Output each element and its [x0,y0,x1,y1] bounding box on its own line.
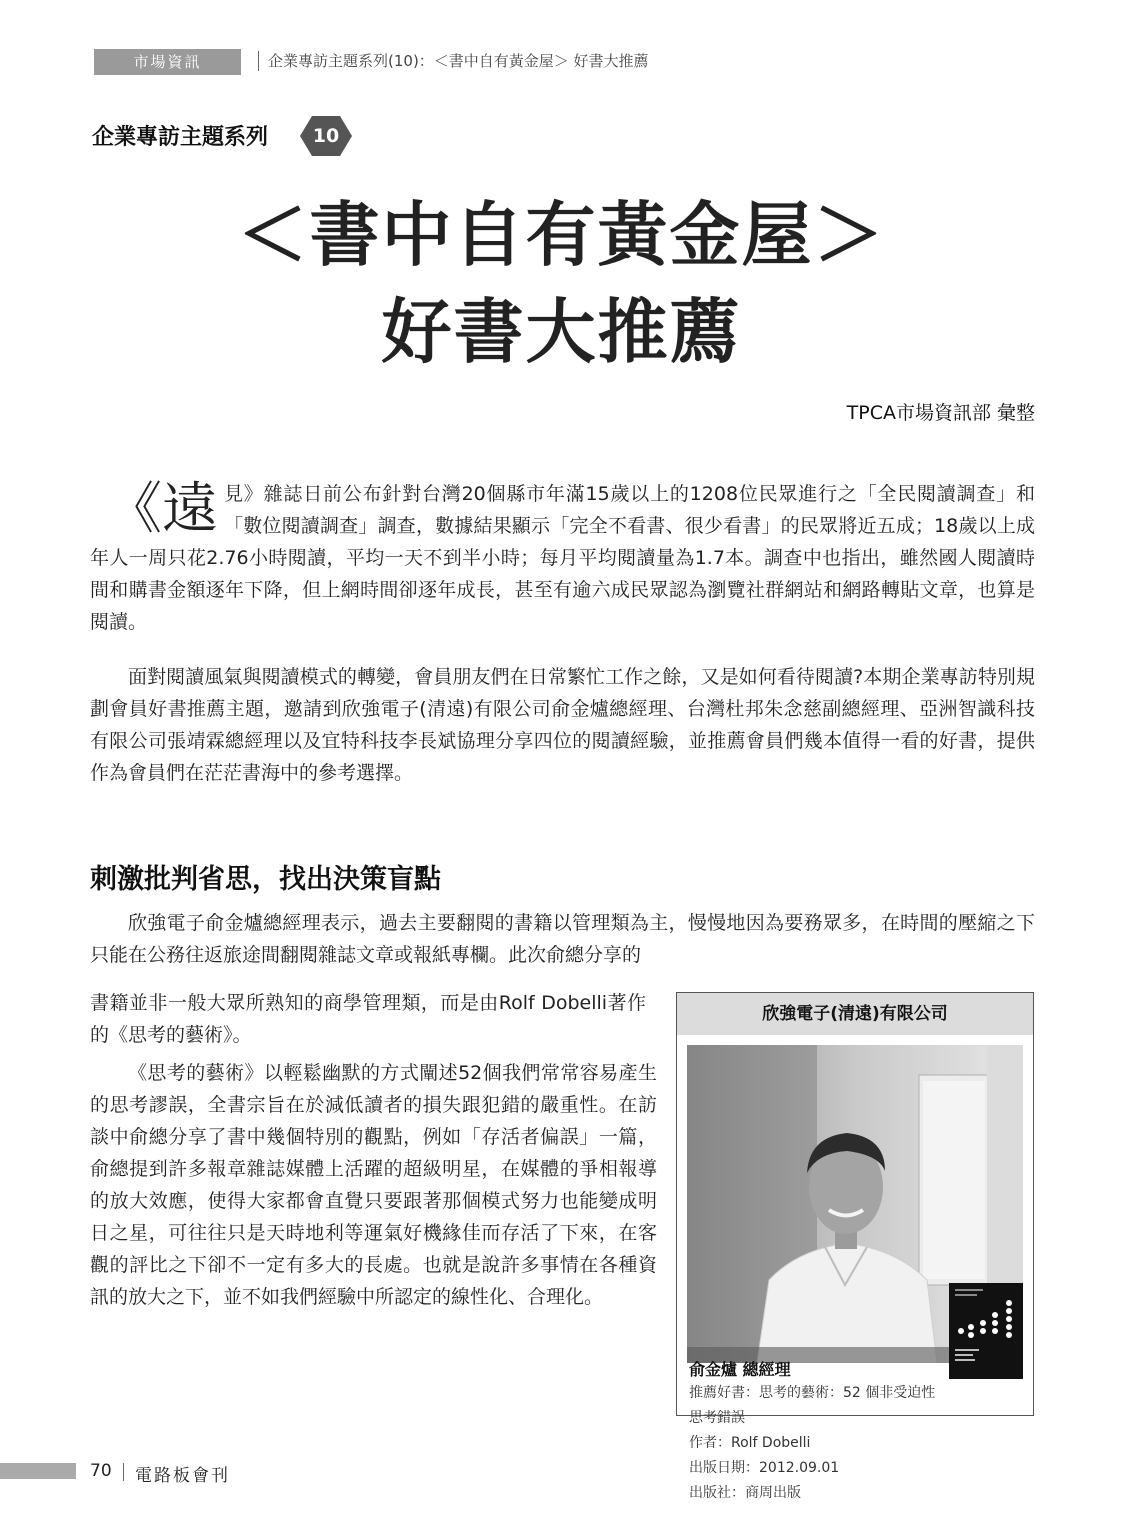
byline: TPCA市場資訊部 彙整 [846,402,1035,424]
publish-date: 出版日期：2012.09.01 [689,1460,840,1476]
profile-sidebar [676,992,1034,1501]
running-header-title: 企業專訪主題系列(10)：＜書中自有黃金屋＞ 好書大推薦 [268,52,649,70]
section-heading: 刺激批判省思，找出決策盲點 [90,864,441,895]
intro-text: 見》雜誌日前公布針對台灣20個縣市年滿15歲以上的1208位民眾進行之「全民閱讀調查」和「數位閱讀調查」調查，數據結果顯示「完全不看書、很少看書」的民眾將近五成；18歲以上成年人一周只花2.76小時閱讀，平均一天不到半小時；每月平均閱讀量為1.7本。調查中也指出，雖然國人閱讀時間和購書金額逐年下降，但上網時間卻逐年成長，甚至有逾六成民眾認為瀏覽社群網站和網路轉貼文章，也算是閱讀。 [90,483,1035,633]
section-tag: 市場資訊 [94,49,241,75]
executive-name: 俞金爐 總經理 [689,1360,791,1379]
intro-paragraph [90,478,1035,638]
drop-cap: 《遠 [106,477,218,542]
page-title-line-2: 好書大推薦 [381,291,742,373]
publisher: 出版社：商周出版 [689,1485,801,1501]
recommended-book: 推薦好書：思考的藝術：52 個非受迫性思考錯誤 [689,1385,936,1426]
section-paragraph-2: 《思考的藝術》以輕鬆幽默的方式闡述52個我們常常容易產生的思考謬誤，全書宗旨在於減低讀者的損失跟犯錯的嚴重性。在訪談中俞總分享了書中幾個特別的觀點，例如「存活者偏誤」一篇，俞總提到許多報章雜誌媒體上活躍的超級明星，在媒體的爭相報導的放大效應，使得大家都會直覺只要跟著那個模式努力也能變成明日之星，可往往只是天時地利等運氣好機緣佳而存活了下來，在客觀的評比之下卻不一定有多大的長處。也就是說許多事情在各種資訊的放大之下，並不如我們經驗中所認定的線性化、合理化。 [90,1062,657,1308]
book-cover-image [949,1283,1023,1379]
footer-divider [123,1463,124,1481]
sidebar-company: 欣強電子(清遠)有限公司 [677,993,1033,1035]
series-label: 企業專訪主題系列 [92,125,269,150]
publication-name: 電路板會刊 [135,1466,230,1486]
section-paragraph-1: 欣強電子俞金爐總經理表示，過去主要翻閱的書籍以管理類為主，慢慢地因為要務眾多，在時間的壓縮之下只能在公務往返旅途間翻閱雜誌文章或報紙專欄。此次俞總分享的 [90,912,1035,966]
page-title-line-1: ＜書中自有黃金屋＞ [237,194,886,276]
header-divider [258,51,259,71]
page-number: 70 [90,1461,112,1481]
paragraph-2: 面對閱讀風氣與閱讀模式的轉變，會員朋友們在日常繁忙工作之餘，又是如何看待閱讀?本期企業專訪特別規劃會員好書推薦主題，邀請到欣強電子(清遠)有限公司俞金爐總經理、台灣杜邦朱念慈副總經理、亞洲智識科技有限公司張靖霖總經理以及宜特科技李長斌協理分享四位的閱讀經驗，並推薦會員們幾本值得一看的好書，提供作為會員們在茫茫書海中的參考選擇。 [90,666,1035,784]
book-info [689,1381,939,1506]
book-author: 作者：Rolf Dobelli [689,1435,811,1451]
series-number: 10 [312,125,340,147]
section-paragraph-1-cont: 書籍並非一般大眾所熟知的商學管理類，而是由Rolf Dobelli著作的《思考的藝術》。 [90,992,646,1046]
footer-bar [0,1463,76,1479]
